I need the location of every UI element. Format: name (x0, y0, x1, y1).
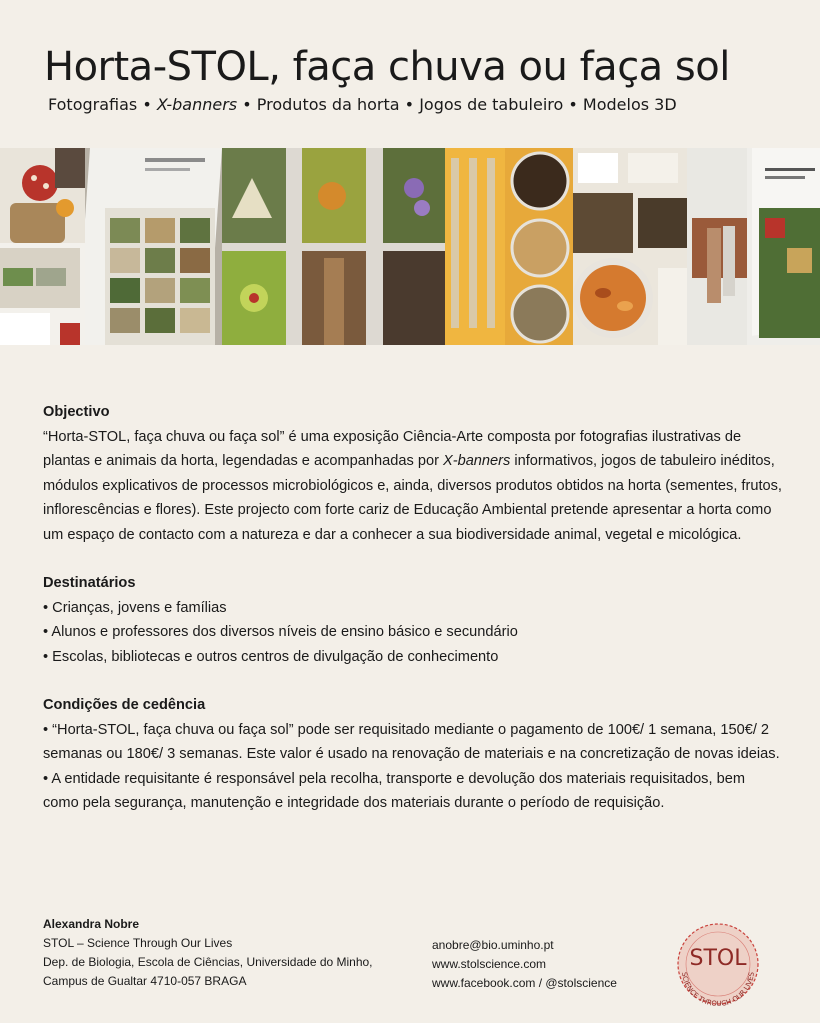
list-item: • Crianças, jovens e famílias (43, 599, 227, 616)
subtitle-item: Modelos 3D (582, 95, 677, 114)
objectivo-paragraph (43, 425, 783, 548)
contact-name: Alexandra Nobre (43, 917, 140, 931)
website-link[interactable]: www.stolscience.com (432, 957, 547, 971)
logo-text: STOL (689, 946, 747, 971)
contact-dept: Dep. de Biologia, Escola de Ciências, Universidade do Minho, (43, 955, 373, 969)
photo-collage (0, 148, 820, 345)
list-item: • “Horta-STOL, faça chuva ou faça sol” pode ser requisitado mediante o pagamento de 100€/ 1 semana, 150€/ 2 semanas ou 180€/ 3 semanas. Este valor é usado na renovação de materiais e na concretização de novas ideias. (43, 721, 780, 762)
list-item: • Escolas, bibliotecas e outros centros de divulgação de conhecimento (43, 648, 499, 665)
objectivo-text: “Horta-STOL, faça chuva ou faça sol” é uma exposição Ciência-Arte composta por fotografias ilustrativas de plantas e animais da horta, legendadas e acompanhadas por (43, 428, 742, 469)
page-title: Horta-STOL, faça chuva ou faça sol (44, 44, 730, 90)
list-item: • Alunos e professores dos diversos níveis de ensino básico e secundário (43, 624, 518, 640)
bullet-separator: • (568, 95, 578, 114)
content (43, 400, 783, 816)
list-item: • A entidade requisitante é responsável pela recolha, transporte e devolução dos materiais requisitados, bem como pela segurança, manutenção e integridade dos materiais durante o período de requisição. (43, 770, 745, 811)
bullet-separator: • (242, 95, 252, 114)
subtitle-item: Fotografias (48, 95, 138, 114)
bullet-separator: • (404, 95, 415, 114)
section-heading-destinatarios: Destinatários (43, 575, 136, 591)
objectivo-text: informativos, jogos de tabuleiro inéditos, módulos explicativos de processos microbiológicos e, ainda, diversos produtos obtidos na horta (sementes, frutos, inflorescências e flores). Este projecto com forte cariz de Educação Ambiental pretende apresentar a horta como um espaço de contacto com a natureza e dar a conhecer a sua biodiversidade animal, vegetal e micológica. (43, 453, 782, 543)
subtitle-item: Jogos de tabuleiro (419, 95, 564, 114)
logo-ring-textpath: SCIENCE THROUGH OUR LIVES (680, 971, 756, 1009)
subtitle (48, 95, 677, 114)
photo-plant-grid (222, 148, 445, 345)
bullet-separator: • (142, 95, 152, 114)
photo-catalog (85, 148, 222, 345)
contact-address (43, 915, 373, 991)
section-heading-condicoes: Condições de cedência (43, 697, 206, 713)
section-heading-objectivo: Objectivo (43, 404, 110, 420)
subtitle-item: Produtos da horta (256, 95, 400, 114)
contact-org: STOL – Science Through Our Lives (43, 936, 233, 950)
email-link[interactable]: anobre@bio.uminho.pt (432, 938, 554, 952)
contact-street: Campus de Gualtar 4710-057 BRAGA (43, 974, 247, 988)
photo-seed-jars (445, 148, 573, 345)
stol-logo (668, 914, 768, 1014)
contact-links (432, 936, 617, 993)
photo-exhibition-room (687, 148, 820, 345)
objectivo-italic: X-banners (442, 453, 511, 469)
subtitle-item: X-banners (156, 95, 238, 114)
photo-board-game (0, 148, 85, 345)
photo-produce-trays (573, 148, 687, 345)
facebook-link[interactable]: www.facebook.com / @stolscience (432, 976, 617, 990)
